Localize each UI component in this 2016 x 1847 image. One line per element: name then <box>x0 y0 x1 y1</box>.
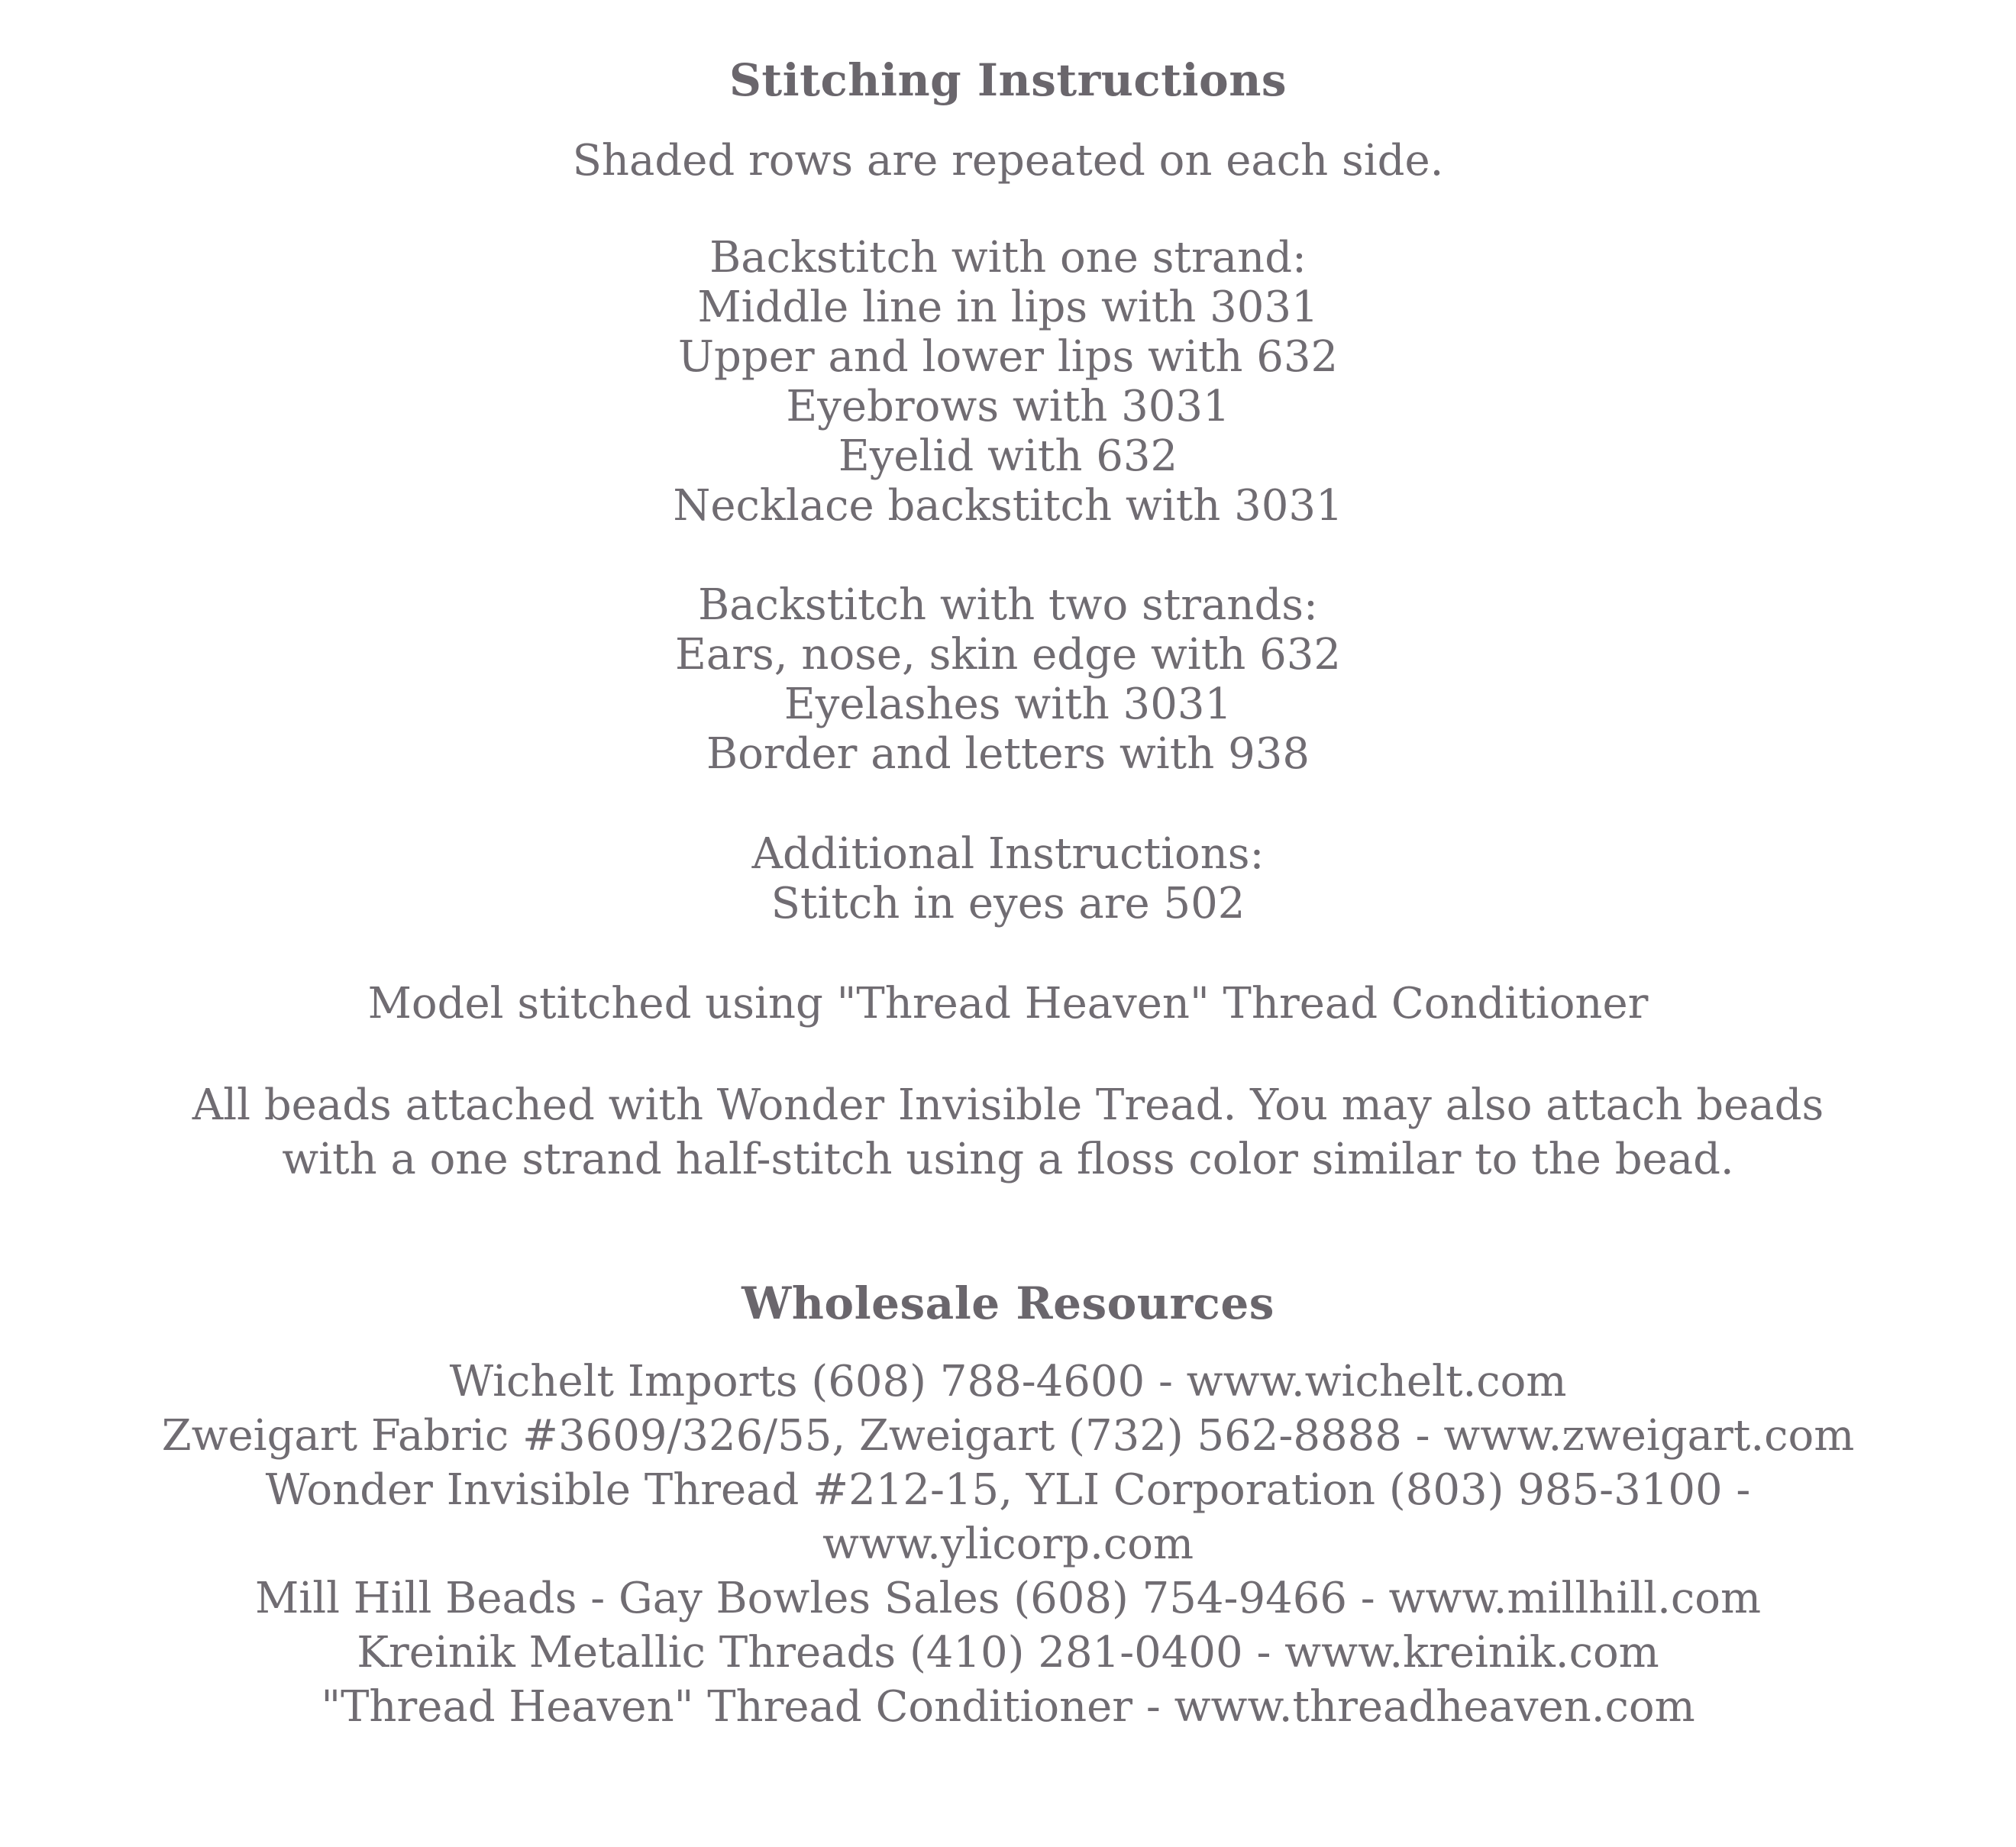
resource-line: www.ylicorp.com <box>822 1519 1194 1569</box>
shaded-rows-note <box>0 136 2016 186</box>
resource-line: "Thread Heaven" Thread Conditioner - www.threadheaven.com <box>321 1682 1695 1732</box>
two-strands-line: Ears, nose, skin edge with 632 <box>675 630 1341 680</box>
two-strands-line: Eyelashes with 3031 <box>783 680 1233 729</box>
two-strands-heading: Backstitch with two strands: <box>698 580 1318 630</box>
two-strands-line: Border and letters with 938 <box>706 729 1310 779</box>
one-strand-line: Upper and lower lips with 632 <box>677 332 1339 382</box>
shaded-rows-text: Shaded rows are repeated on each side. <box>572 136 1444 186</box>
model-note-text: Model stitched using "Thread Heaven" Thread Conditioner <box>367 979 1649 1028</box>
beads-note-line: with a one strand half-stitch using a floss color similar to the bead. <box>282 1135 1734 1184</box>
resource-line: Zweigart Fabric #3609/326/55, Zweigart (732) 562-8888 - www.zweigart.com <box>161 1411 1855 1461</box>
wholesale-resources-list <box>0 1355 2016 1734</box>
resource-line: Wonder Invisible Thread #212-15, YLI Corporation (803) 985-3100 - <box>265 1465 1751 1515</box>
two-strands-section <box>0 580 2016 779</box>
one-strand-line: Eyebrows with 3031 <box>786 382 1230 431</box>
additional-instructions-section <box>0 829 2016 928</box>
one-strand-heading: Backstitch with one strand: <box>709 233 1307 283</box>
additional-heading: Additional Instructions: <box>751 829 1265 879</box>
model-note <box>0 979 2016 1028</box>
stitching-instructions-title: Stitching Instructions <box>729 54 1287 106</box>
additional-line: Stitch in eyes are 502 <box>771 879 1245 928</box>
resource-line: Wichelt Imports (608) 788-4600 - www.wichelt.com <box>449 1357 1567 1406</box>
resource-line: Kreinik Metallic Threads (410) 281-0400 - www.kreinik.com <box>357 1628 1659 1677</box>
resource-line: Mill Hill Beads - Gay Bowles Sales (608) 754-9466 - www.millhill.com <box>254 1574 1762 1623</box>
beads-note <box>0 1078 2016 1187</box>
wholesale-resources-title: Wholesale Resources <box>741 1277 1275 1329</box>
one-strand-line: Middle line in lips with 3031 <box>697 283 1319 332</box>
one-strand-line: Eyelid with 632 <box>838 431 1178 481</box>
one-strand-line: Necklace backstitch with 3031 <box>673 481 1343 531</box>
one-strand-section <box>0 233 2016 531</box>
beads-note-line: All beads attached with Wonder Invisible Tread. You may also attach beads <box>192 1080 1824 1130</box>
